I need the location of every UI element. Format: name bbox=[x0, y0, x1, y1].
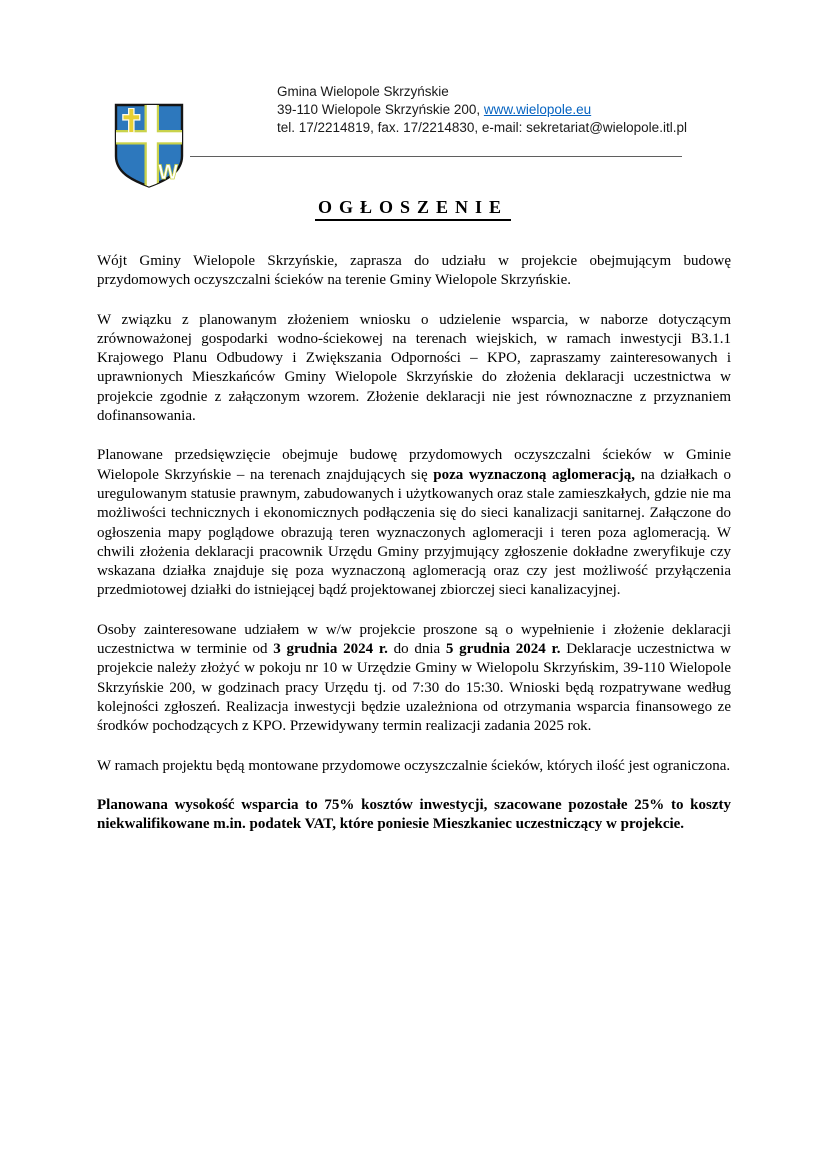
text-run: W ramach projektu będą montowane przydomowe oczyszczalnie ścieków, których ilość jest ograniczona. bbox=[97, 757, 731, 774]
monogram-letter: W bbox=[158, 161, 178, 184]
bold-text-run: Planowana wysokość wsparcia to 75% kosztów inwestycji, szacowane pozostałe 25% to koszty niekwalifikowane m.in. podatek VAT, które poniesie Mieszkaniec uczestniczący w projekcie. bbox=[97, 796, 731, 833]
text-run: Osoby zainteresowane udziałem w w/w projekcie proszone są o wypełnienie i złożenie deklaracji uczestnictwa w terminie od bbox=[97, 621, 731, 658]
text-run: Planowane przedsięwzięcie obejmuje budowę przydomowych oczyszczalni ścieków w Gminie Wielopole Skrzyńskie – na terenach znajdujących się bbox=[97, 447, 731, 483]
website-link[interactable]: www.wielopole.eu bbox=[483, 102, 592, 117]
header-contact-block bbox=[277, 83, 687, 137]
title-row bbox=[0, 197, 826, 221]
paragraph bbox=[97, 252, 731, 291]
header-separator bbox=[190, 146, 682, 157]
text-run: W związku z planowanym złożeniem wniosku o udzielenie wsparcia, w naborze dotyczącym zrównoważonej gospodarki wodno-ściekowej na terenach wiejskich, w ramach inwestycji B3.1.1 Krajowego Planu Odbudowy i Zwiększania Odporności – KPO, zapraszamy zainteresowanych i uprawnionych Mieszkańców Gminy Wielopole Skrzyńskie do złożenia deklaracji uczestnictwa w projekcie zgodnie z załączonym wzorem. Złożenie deklaracji nie jest równoznaczne z przyznaniem dofinansowania. bbox=[97, 311, 731, 425]
bold-text-run: poza wyznaczoną aglomeracją, bbox=[433, 466, 635, 483]
bold-text-run: 3 grudnia 2024 r. bbox=[273, 641, 388, 658]
paragraph bbox=[97, 757, 731, 776]
paragraph bbox=[97, 311, 731, 427]
text-run: na działkach o uregulowanym statusie prawnym, zabudowanych i użytkowanych oraz stale zamieszkałych, gdzie nie ma możliwości technicznych i ekonomicznych podłączenia się do sieci kanalizacji sanitarnej. Załączone do ogłoszenia mapy poglądowe obrazują teren wyznaczonych aglomeracji i teren poza aglomeracją. W chwili złożenia deklaracji pracownik Urzędu Gminy przyjmujący zgłoszenie dokładne zweryfikuje czy wskazana działka znajduje się poza wyznaczoną aglomeracją oraz czy jest możliwość przyłączenia przedmiotowej działki do istniejącej bądź projektowanej zbiorczej sieci kanalizacyjnej. bbox=[97, 466, 732, 599]
address-text: 39-110 Wielopole Skrzyńskie 200, bbox=[277, 102, 484, 117]
coat-of-arms-icon bbox=[112, 102, 186, 190]
address-line bbox=[277, 101, 687, 119]
document-body bbox=[97, 252, 731, 854]
bold-text-run: 5 grudnia 2024 r. bbox=[445, 641, 561, 658]
contact-line: tel. 17/2214819, fax. 17/2214830, e-mail: sekretariat@wielopole.itl.pl bbox=[277, 120, 687, 135]
paragraph bbox=[97, 796, 731, 835]
text-run: do dnia bbox=[387, 641, 446, 658]
paragraph bbox=[97, 621, 731, 737]
page-title: OGŁOSZENIE bbox=[315, 197, 511, 221]
org-name: Gmina Wielopole Skrzyńskie bbox=[277, 84, 449, 99]
text-run: Deklaracje uczestnictwa w projekcie należy złożyć w pokoju nr 10 w Urzędzie Gminy w Wielopolu Skrzyńskim, 39-110 Wielopole Skrzyńskie 200, w godzinach pracy Urzędu tj. od 7:30 do 15:30. Wnioski będą rozpatrywane według kolejności zgłoszeń. Realizacja inwestycji będzie uzależniona od otrzymania wsparcia finansowego ze środków pochodzących z KPO. Przewidywany termin realizacji zadania 2025 rok. bbox=[97, 641, 731, 735]
paragraph bbox=[97, 446, 731, 600]
text-run: Wójt Gminy Wielopole Skrzyńskie, zaprasza do udziału w projekcie obejmującym budowę przydomowych oczyszczalni ścieków na terenie Gminy Wielopole Skrzyńskie. bbox=[97, 253, 731, 289]
